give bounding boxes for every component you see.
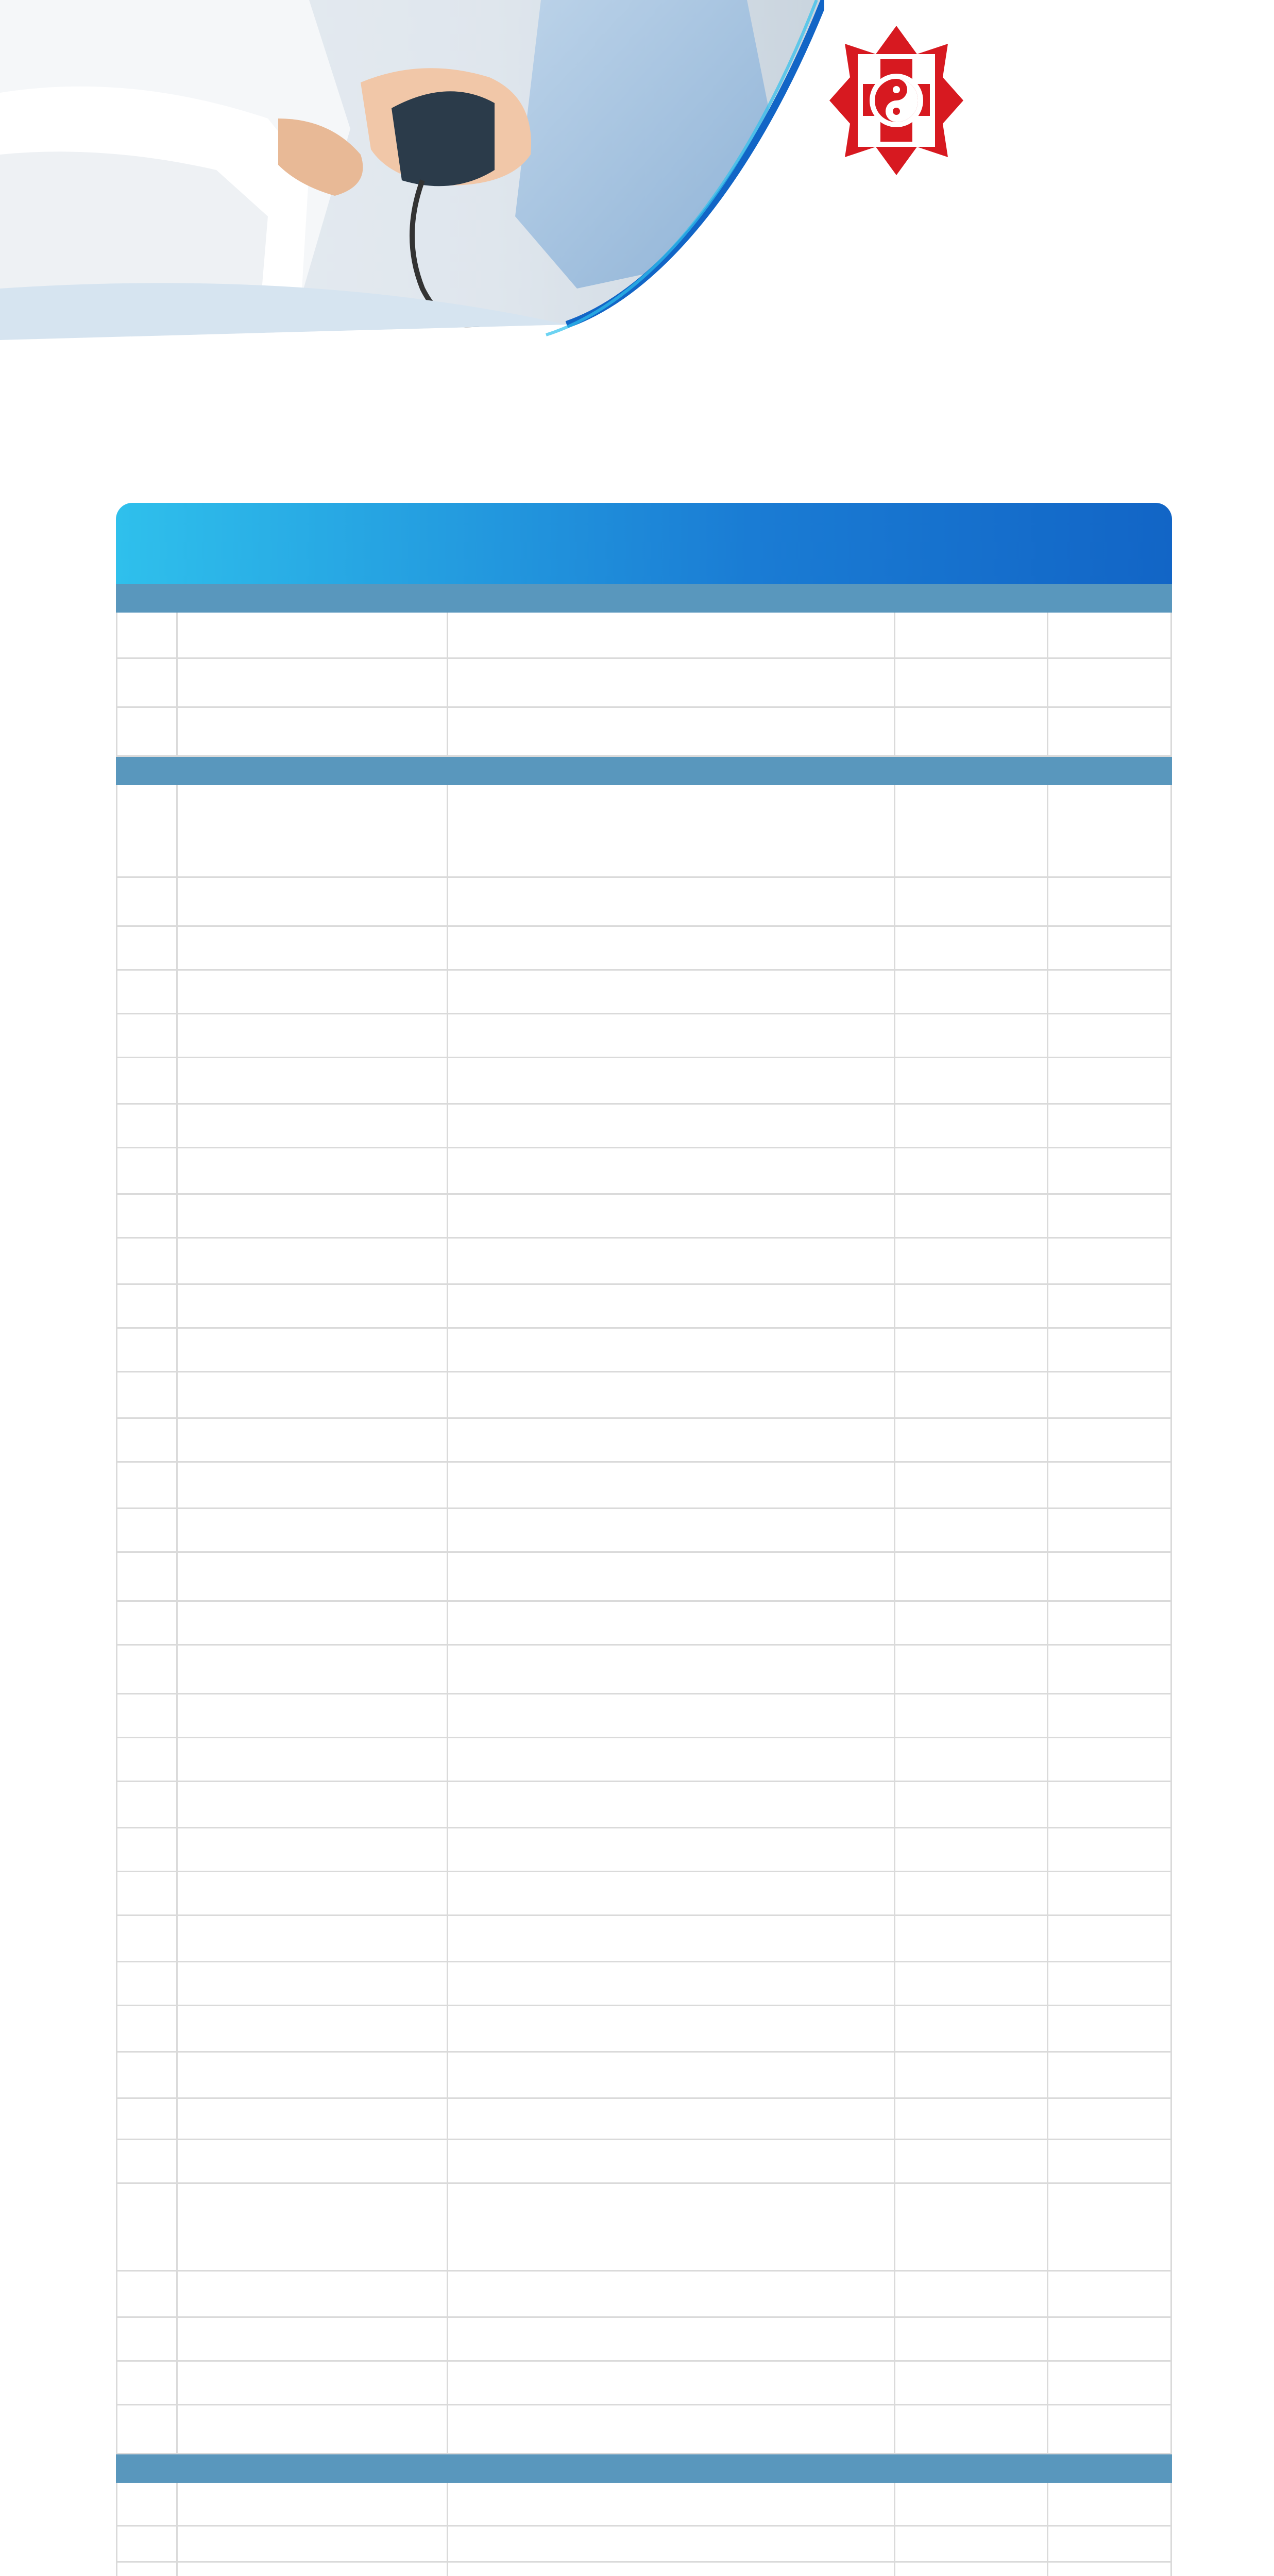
row-number: [116, 1962, 178, 2005]
meaning: [448, 1239, 895, 1283]
meaning: [448, 1694, 895, 1737]
table-row: [116, 1372, 1172, 1419]
table-row: [116, 1058, 1172, 1105]
male-cell: [895, 2053, 1048, 2097]
table-row: [116, 2318, 1172, 2362]
table-row: [116, 1694, 1172, 1738]
meaning: [448, 1553, 895, 1600]
row-number: [116, 613, 178, 657]
male-cell: [895, 2006, 1048, 2051]
website-line: [824, 315, 887, 331]
service-name: [178, 708, 448, 755]
male-cell: [895, 1195, 1048, 1237]
row-number: [116, 1782, 178, 1827]
male-cell: [895, 927, 1048, 969]
female-cell: [1048, 1372, 1172, 1417]
female-cell: [1048, 785, 1172, 876]
table-row: [116, 2362, 1172, 2405]
male-cell: [895, 785, 1048, 876]
section-header: [116, 584, 1172, 613]
address-line: [824, 250, 887, 266]
male-cell: [895, 2362, 1048, 2404]
table-row: [116, 1195, 1172, 1239]
male-cell: [895, 1285, 1048, 1327]
row-number: [116, 1553, 178, 1600]
row-number: [116, 1329, 178, 1371]
row-number: [116, 1916, 178, 1961]
meaning: [448, 2140, 895, 2182]
row-number: [116, 2405, 178, 2453]
service-name: [178, 1828, 448, 1871]
table-row: [116, 1828, 1172, 1872]
female-cell: [1048, 1195, 1172, 1237]
table-row: [116, 1553, 1172, 1602]
male-cell: [895, 1463, 1048, 1507]
table-row: [116, 708, 1172, 757]
female-cell: [1048, 1738, 1172, 1781]
row-number: [116, 2053, 178, 2097]
female-cell: [1048, 878, 1172, 925]
male-cell: [895, 1419, 1048, 1461]
meaning: [448, 1962, 895, 2005]
table-row: [116, 1962, 1172, 2006]
female-cell: [1048, 1694, 1172, 1737]
row-number: [116, 1285, 178, 1327]
row-number: [116, 878, 178, 925]
service-name: [178, 1872, 448, 1914]
meaning: [448, 927, 895, 969]
female-cell: [1048, 2053, 1172, 2097]
table-row: [116, 1239, 1172, 1285]
male-cell: [895, 1962, 1048, 2005]
female-cell: [1048, 1285, 1172, 1327]
meaning: [448, 1148, 895, 1193]
table-row: [116, 2006, 1172, 2053]
meaning: [448, 1463, 895, 1507]
table-row: [116, 785, 1172, 878]
meaning: [448, 1014, 895, 1057]
table-row: [116, 1782, 1172, 1828]
male-cell: [895, 1148, 1048, 1193]
service-name: [178, 878, 448, 925]
female-cell: [1048, 1329, 1172, 1371]
service-name: [178, 971, 448, 1013]
service-name: [178, 1553, 448, 1600]
service-name: [178, 2272, 448, 2316]
female-cell: [1048, 1148, 1172, 1193]
meaning: [448, 708, 895, 755]
row-number: [116, 2563, 178, 2576]
female-cell: [1048, 1058, 1172, 1103]
table-row: [116, 2405, 1172, 2454]
female-cell: [1048, 2318, 1172, 2360]
female-cell: [1048, 971, 1172, 1013]
service-name: [178, 659, 448, 706]
female-cell: [1048, 613, 1172, 657]
female-cell: [1048, 1419, 1172, 1461]
table-row: [116, 2099, 1172, 2140]
row-number: [116, 1694, 178, 1737]
meaning: [448, 2318, 895, 2360]
meaning: [448, 1105, 895, 1147]
service-name: [178, 1782, 448, 1827]
meaning: [448, 1916, 895, 1961]
meaning: [448, 2006, 895, 2051]
meaning: [448, 2053, 895, 2097]
meaning: [448, 2527, 895, 2561]
meaning: [448, 1372, 895, 1417]
male-cell: [895, 1553, 1048, 1600]
table-row: [116, 1872, 1172, 1916]
row-number: [116, 2362, 178, 2404]
service-name: [178, 1058, 448, 1103]
table-row: [116, 1285, 1172, 1329]
table-row: [116, 1148, 1172, 1195]
row-number: [116, 1463, 178, 1507]
service-name: [178, 2099, 448, 2139]
male-cell: [895, 2184, 1048, 2270]
male-cell: [895, 708, 1048, 755]
meaning: [448, 2272, 895, 2316]
hero-photo-doctor-blood-pressure: [0, 0, 824, 340]
meaning: [448, 613, 895, 657]
service-name: [178, 1694, 448, 1737]
service-name: [178, 1509, 448, 1551]
service-name: [178, 2318, 448, 2360]
female-cell: [1048, 1646, 1172, 1693]
row-number: [116, 1419, 178, 1461]
service-name: [178, 2006, 448, 2051]
female-cell: [1048, 927, 1172, 969]
male-cell: [895, 1509, 1048, 1551]
row-number: [116, 971, 178, 1013]
male-cell: [895, 1058, 1048, 1103]
meaning: [448, 2362, 895, 2404]
female-cell: [1048, 2527, 1172, 2561]
service-name: [178, 1195, 448, 1237]
male-cell: [895, 1782, 1048, 1827]
female-cell: [1048, 2272, 1172, 2316]
service-name: [178, 2563, 448, 2576]
table-row: [116, 1602, 1172, 1646]
table-row: [116, 659, 1172, 708]
service-name: [178, 1239, 448, 1283]
male-cell: [895, 1828, 1048, 1871]
table-row: [116, 1738, 1172, 1782]
service-name: [178, 1463, 448, 1507]
meaning: [448, 2405, 895, 2453]
table-row: [116, 1105, 1172, 1148]
table-row: [116, 2563, 1172, 2576]
male-cell: [895, 1329, 1048, 1371]
service-name: [178, 2053, 448, 2097]
table-row: [116, 2140, 1172, 2184]
female-cell: [1048, 1553, 1172, 1600]
male-cell: [895, 1239, 1048, 1283]
male-cell: [895, 1694, 1048, 1737]
meaning: [448, 1058, 895, 1103]
service-name: [178, 1372, 448, 1417]
service-name: [178, 1916, 448, 1961]
row-number: [116, 1014, 178, 1057]
service-name: [178, 613, 448, 657]
row-number: [116, 785, 178, 876]
female-cell: [1048, 2140, 1172, 2182]
female-cell: [1048, 1962, 1172, 2005]
row-number: [116, 927, 178, 969]
row-number: [116, 1646, 178, 1693]
meaning: [448, 2184, 895, 2270]
meaning: [448, 1509, 895, 1551]
male-cell: [895, 2099, 1048, 2139]
female-cell: [1048, 1463, 1172, 1507]
row-number: [116, 2140, 178, 2182]
female-cell: [1048, 2099, 1172, 2139]
female-cell: [1048, 1014, 1172, 1057]
male-cell: [895, 1646, 1048, 1693]
service-name: [178, 2527, 448, 2561]
phone-line: [824, 272, 887, 288]
meaning: [448, 2563, 895, 2576]
female-cell: [1048, 1782, 1172, 1827]
meaning: [448, 1872, 895, 1914]
female-cell: [1048, 1828, 1172, 1871]
male-cell: [895, 2527, 1048, 2561]
male-cell: [895, 1872, 1048, 1914]
table-row: [116, 878, 1172, 927]
female-cell: [1048, 2006, 1172, 2051]
female-cell: [1048, 2483, 1172, 2525]
male-cell: [895, 1738, 1048, 1781]
male-cell: [895, 2318, 1048, 2360]
female-cell: [1048, 1509, 1172, 1551]
hospital-logo: [827, 23, 966, 178]
table-row: [116, 613, 1172, 659]
male-cell: [895, 1372, 1048, 1417]
service-name: [178, 1329, 448, 1371]
row-number: [116, 2483, 178, 2525]
meaning: [448, 659, 895, 706]
service-name: [178, 2483, 448, 2525]
row-number: [116, 1105, 178, 1147]
row-number: [116, 1828, 178, 1871]
service-name: [178, 2140, 448, 2182]
service-name: [178, 1962, 448, 2005]
female-cell: [1048, 1105, 1172, 1147]
table-row: [116, 1646, 1172, 1694]
table-row: [116, 2272, 1172, 2318]
female-cell: [1048, 659, 1172, 706]
row-number: [116, 1195, 178, 1237]
male-cell: [895, 2483, 1048, 2525]
meaning: [448, 1782, 895, 1827]
meaning: [448, 971, 895, 1013]
service-name: [178, 1738, 448, 1781]
male-cell: [895, 2140, 1048, 2182]
meaning: [448, 1738, 895, 1781]
table-row: [116, 1463, 1172, 1509]
female-cell: [1048, 708, 1172, 755]
meaning: [448, 2483, 895, 2525]
services-table: [116, 584, 1172, 2576]
row-number: [116, 2318, 178, 2360]
male-cell: [895, 613, 1048, 657]
service-name: [178, 2405, 448, 2453]
row-number: [116, 1738, 178, 1781]
male-cell: [895, 1105, 1048, 1147]
table-row: [116, 1916, 1172, 1962]
meaning: [448, 1195, 895, 1237]
section-header: [116, 2454, 1172, 2483]
male-cell: [895, 1014, 1048, 1057]
male-cell: [895, 2563, 1048, 2576]
row-number: [116, 2527, 178, 2561]
meaning: [448, 1329, 895, 1371]
service-name: [178, 2362, 448, 2404]
service-name: [178, 1285, 448, 1327]
row-number: [116, 2099, 178, 2139]
female-cell: [1048, 1602, 1172, 1644]
table-row: [116, 2184, 1172, 2272]
service-name: [178, 927, 448, 969]
male-cell: [895, 971, 1048, 1013]
row-number: [116, 1509, 178, 1551]
female-cell: [1048, 2563, 1172, 2576]
table-row: [116, 971, 1172, 1014]
table-row: [116, 2053, 1172, 2099]
service-name: [178, 1602, 448, 1644]
service-name: [178, 1646, 448, 1693]
female-cell: [1048, 1916, 1172, 1961]
service-name: [178, 2184, 448, 2270]
row-number: [116, 2184, 178, 2270]
service-name: [178, 1105, 448, 1147]
section-header: [116, 757, 1172, 785]
service-name: [178, 785, 448, 876]
meaning: [448, 878, 895, 925]
row-number: [116, 2272, 178, 2316]
row-number: [116, 708, 178, 755]
row-number: [116, 1148, 178, 1193]
row-number: [116, 2006, 178, 2051]
meaning: [448, 1602, 895, 1644]
service-name: [178, 1014, 448, 1057]
table-row: [116, 1419, 1172, 1463]
meaning: [448, 1285, 895, 1327]
service-name: [178, 1419, 448, 1461]
female-cell: [1048, 2184, 1172, 2270]
male-cell: [895, 659, 1048, 706]
row-number: [116, 1239, 178, 1283]
service-name: [178, 1148, 448, 1193]
male-cell: [895, 2272, 1048, 2316]
female-cell: [1048, 1872, 1172, 1914]
row-number: [116, 1602, 178, 1644]
meaning: [448, 785, 895, 876]
email-line: [824, 293, 887, 310]
meaning: [448, 1419, 895, 1461]
female-cell: [1048, 2362, 1172, 2404]
table-row: [116, 927, 1172, 971]
meaning: [448, 1828, 895, 1871]
table-row: [116, 1329, 1172, 1372]
row-number: [116, 659, 178, 706]
female-cell: [1048, 2405, 1172, 2453]
row-number: [116, 1872, 178, 1914]
male-cell: [895, 1602, 1048, 1644]
male-cell: [895, 878, 1048, 925]
female-cell: [1048, 1239, 1172, 1283]
male-cell: [895, 2405, 1048, 2453]
row-number: [116, 1058, 178, 1103]
table-header: [116, 503, 1172, 584]
table-row: [116, 1509, 1172, 1553]
meaning: [448, 1646, 895, 1693]
row-number: [116, 1372, 178, 1417]
table-row: [116, 1014, 1172, 1058]
table-row: [116, 2483, 1172, 2527]
male-cell: [895, 1916, 1048, 1961]
table-row: [116, 2527, 1172, 2563]
meaning: [448, 2099, 895, 2139]
